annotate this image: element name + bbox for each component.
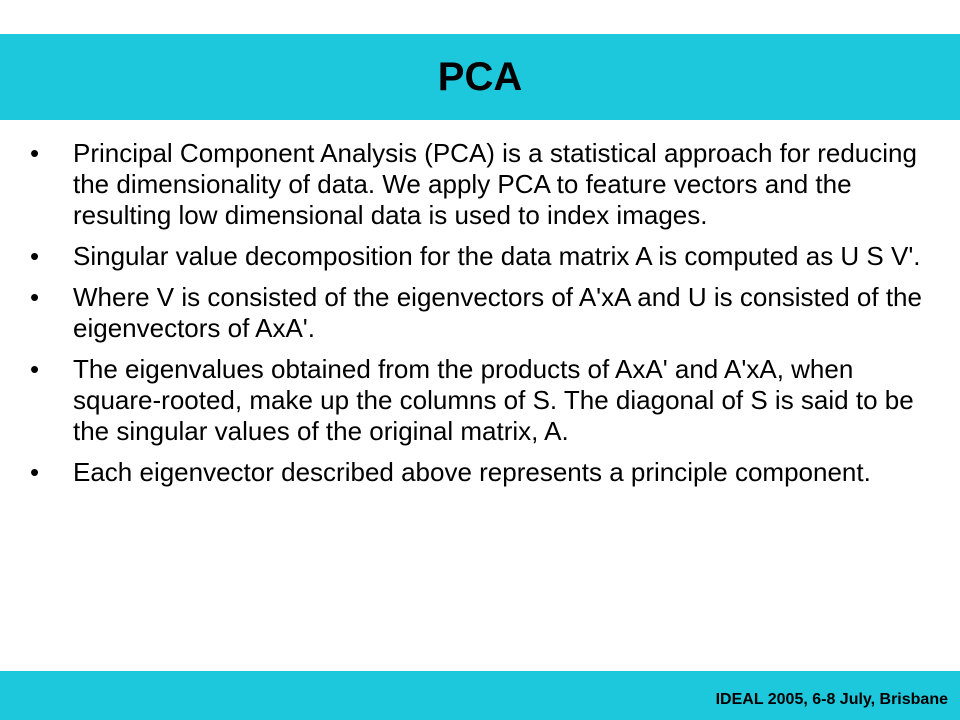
bullet-text: Singular value decomposition for the data matrix A is computed as U S V'.: [73, 241, 921, 271]
bullet-text: Each eigenvector described above represents a principle component.: [73, 457, 871, 487]
bullet-text: The eigenvalues obtained from the products of AxA' and A'xA, when square-rooted, make up the columns of S. The diagonal of S is said to be the singular values of the original matrix, A.: [73, 354, 914, 446]
bullet-item: [30, 457, 930, 488]
footer-text: IDEAL 2005, 6-8 July, Brisbane: [715, 691, 948, 708]
bullet-dot-icon: •: [30, 354, 40, 384]
bullet-item: [30, 241, 930, 272]
bullet-dot-icon: •: [30, 241, 40, 271]
bullet-dot-icon: •: [30, 138, 40, 168]
bullet-item: [30, 282, 930, 344]
top-margin-strip: [0, 0, 960, 34]
slide-title: PCA: [437, 55, 523, 99]
bullet-text: Where V is consisted of the eigenvectors of A'xA and U is consisted of the eigenvectors of AxA'.: [73, 282, 922, 343]
bullet-text: Principal Component Analysis (PCA) is a statistical approach for reducing the dimensionality of data. We apply PCA to feature vectors and the resulting low dimensional data is used to index images.: [73, 138, 917, 230]
bullet-dot-icon: •: [30, 457, 40, 487]
bullet-item: [30, 354, 930, 447]
bullet-item: [30, 138, 930, 231]
bullet-dot-icon: •: [30, 282, 40, 312]
bullet-list: [30, 138, 930, 498]
